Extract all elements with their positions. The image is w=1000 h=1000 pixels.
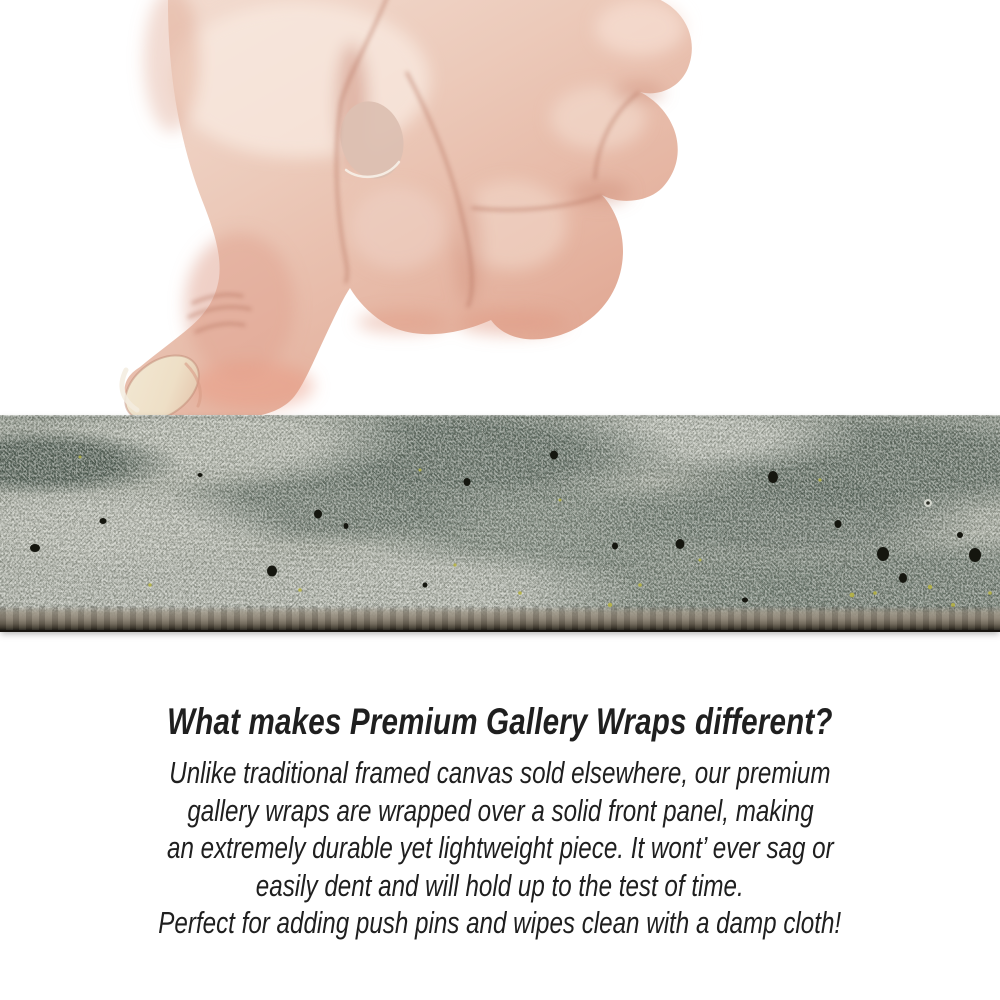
info-heading-text: What makes Premium Gallery Wraps different?: [167, 701, 833, 742]
hand-illustration: [0, 0, 1000, 440]
canvas-bottom-edge: [0, 606, 1000, 632]
canvas-grain-overlay: [0, 415, 1000, 632]
info-section: [0, 700, 1000, 942]
info-line: [0, 867, 1000, 905]
info-heading: [0, 700, 1000, 744]
info-line: [0, 792, 1000, 830]
info-line-text: Unlike traditional framed canvas sold elsewhere, our premium: [169, 755, 831, 790]
info-line: [0, 829, 1000, 867]
canvas-ringed-hole: [924, 499, 932, 507]
hand-photo: [0, 0, 1000, 440]
info-line-text: an extremely durable yet lightweight piece. It wont’ ever sag or: [166, 830, 834, 865]
info-line-text: gallery wraps are wrapped over a solid front panel, making: [186, 792, 814, 828]
info-line: [0, 904, 1000, 942]
canvas-edge-texture: [0, 415, 1000, 632]
info-line-text: easily dent and will hold up to the test of time.: [256, 867, 744, 903]
info-line-text: Perfect for adding push pins and wipes clean with a damp cloth!: [158, 905, 842, 940]
info-line: [0, 754, 1000, 792]
